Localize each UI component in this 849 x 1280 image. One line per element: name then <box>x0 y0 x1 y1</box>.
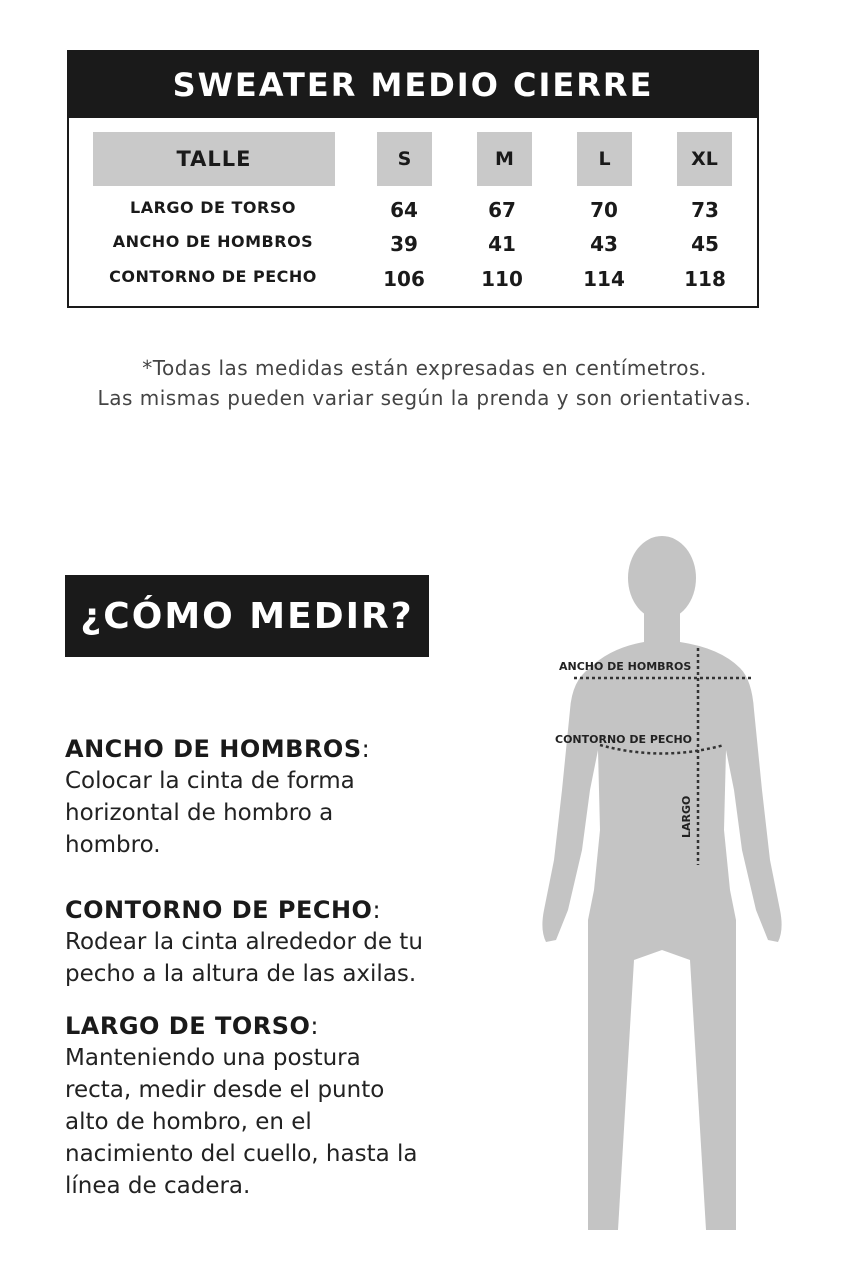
section-heading-text: ANCHO DE HOMBROS <box>65 735 362 763</box>
body-line: nacimiento del cuello, hasta la <box>65 1141 418 1167</box>
table-cell: 43 <box>590 232 618 256</box>
table-cell: 73 <box>691 198 719 222</box>
table-cell: 114 <box>583 267 625 291</box>
row-label-largo: LARGO DE TORSO <box>130 198 296 217</box>
size-header-xl: XL <box>677 132 732 186</box>
body-line: pecho a la altura de las axilas. <box>65 961 417 987</box>
row-label-ancho: ANCHO DE HOMBROS <box>112 232 314 251</box>
table-cell: 39 <box>390 232 418 256</box>
section-body-chest <box>65 926 465 990</box>
table-cell: 118 <box>684 267 726 291</box>
heading-colon: : <box>372 896 382 924</box>
body-line: Colocar la cinta de forma <box>65 768 355 794</box>
row-label-contorno: CONTORNO DE PECHO <box>109 267 317 286</box>
body-line: Rodear la cinta alrededor de tu <box>65 929 423 955</box>
section-heading-text: LARGO DE TORSO <box>65 1012 311 1040</box>
section-body-shoulders <box>65 765 465 861</box>
section-heading-text: CONTORNO DE PECHO <box>65 896 373 924</box>
size-table <box>67 50 759 308</box>
heading-colon: : <box>310 1012 320 1040</box>
table-cell: 110 <box>481 267 523 291</box>
body-line: hombro. <box>65 832 161 858</box>
size-header-l: L <box>577 132 632 186</box>
how-to-measure-title: ¿CÓMO MEDIR? <box>65 575 429 657</box>
table-cell: 70 <box>590 198 618 222</box>
body-line: Manteniendo una postura <box>65 1045 361 1071</box>
talle-header: TALLE <box>93 132 335 186</box>
figure-label-length: LARGO <box>680 795 693 838</box>
table-cell: 64 <box>390 198 418 222</box>
heading-colon: : <box>361 735 371 763</box>
body-line: línea de cadera. <box>65 1173 251 1199</box>
body-line: recta, medir desde el punto <box>65 1077 385 1103</box>
silhouette <box>542 536 781 1230</box>
figure-label-chest: CONTORNO DE PECHO <box>555 733 693 746</box>
section-body-length <box>65 1042 465 1202</box>
section-heading-shoulders <box>65 735 370 763</box>
table-cell: 45 <box>691 232 719 256</box>
size-header-m: M <box>477 132 532 186</box>
section-heading-chest <box>65 896 381 924</box>
body-line: alto de hombro, en el <box>65 1109 312 1135</box>
table-cell: 106 <box>383 267 425 291</box>
size-header-s: S <box>377 132 432 186</box>
footnote-line-2: Las mismas pueden variar según la prenda y son orientativas. <box>97 386 752 410</box>
table-cell: 41 <box>488 232 516 256</box>
table-cell: 67 <box>488 198 516 222</box>
figure-label-shoulders: ANCHO DE HOMBROS <box>559 660 692 673</box>
table-title: SWEATER MEDIO CIERRE <box>69 52 757 118</box>
body-line: horizontal de hombro a <box>65 800 334 826</box>
body-silhouette-figure <box>530 530 810 1240</box>
body-silhouette-icon <box>530 530 810 1240</box>
footnote-line-1: *Todas las medidas están expresadas en centímetros. <box>142 356 707 380</box>
section-heading-length <box>65 1012 319 1040</box>
